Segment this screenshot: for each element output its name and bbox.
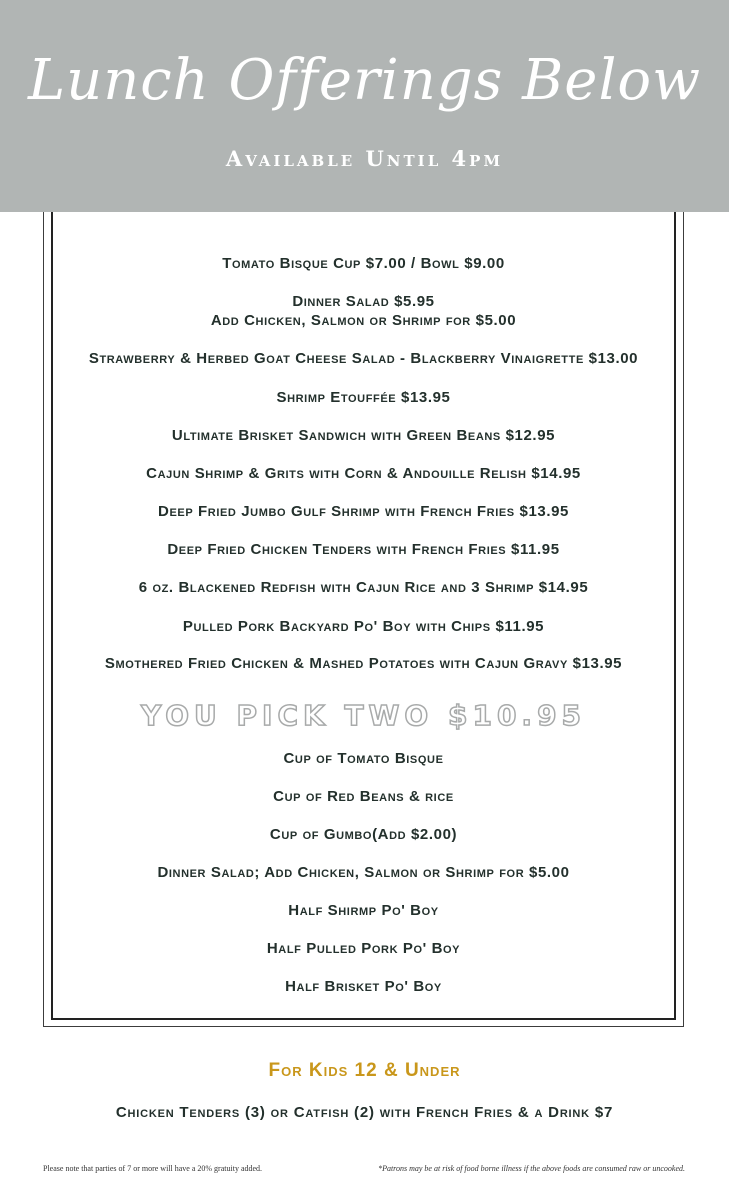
menu-item: Smothered Fried Chicken & Mashed Potatoes with Cajun Gravy $13.95 xyxy=(104,655,623,672)
pick-two-item: Half Pulled Pork Po' Boy xyxy=(266,940,461,957)
pick-two-item: Dinner Salad; Add Chicken, Salmon or Shrimp for $5.00 xyxy=(157,864,570,881)
header-banner xyxy=(0,0,729,212)
menu-item: 6 oz. Blackened Redfish with Cajun Rice and 3 Shrimp $14.95 xyxy=(138,579,589,596)
pick-two-heading: YOU PICK TWO $10.95 xyxy=(140,699,587,732)
food-illness-disclaimer: *Patrons may be at risk of food borne illness if the above foods are consumed raw or uncooked. xyxy=(378,1164,685,1173)
gratuity-note: Please note that parties of 7 or more will have a 20% gratuity added. xyxy=(43,1164,263,1173)
menu-item: Shrimp Etouffée $13.95 xyxy=(276,389,451,406)
menu-item: Tomato Bisque Cup $7.00 / Bowl $9.00 xyxy=(222,255,505,272)
menu-item: Deep Fried Jumbo Gulf Shrimp with French Fries $13.95 xyxy=(158,503,569,520)
kids-menu-item: Chicken Tenders (3) or Catfish (2) with French Fries & a Drink $7 xyxy=(115,1104,614,1121)
pick-two-item: Cup of Red Beans & rice xyxy=(273,788,454,805)
menu-frame-inner xyxy=(51,212,676,1020)
menu-item: Dinner Salad $5.95 xyxy=(292,293,435,310)
pick-two-item: Half Shirmp Po' Boy xyxy=(288,902,439,919)
menu-title: Lunch Offerings Below xyxy=(27,48,702,113)
menu-item: Pulled Pork Backyard Po' Boy with Chips $11.95 xyxy=(182,618,545,635)
availability-subtitle: Available Until 4pm xyxy=(225,146,504,171)
pick-two-item: Cup of Gumbo(Add $2.00) xyxy=(269,826,458,843)
pick-two-item: Cup of Tomato Bisque xyxy=(283,750,444,767)
pick-two-item: Half Brisket Po' Boy xyxy=(285,978,442,995)
menu-item: Strawberry & Herbed Goat Cheese Salad - Blackberry Vinaigrette $13.00 xyxy=(88,350,639,367)
menu-item: Deep Fried Chicken Tenders with French Fries $11.95 xyxy=(167,541,560,558)
menu-item-addon: Add Chicken, Salmon or Shrimp for $5.00 xyxy=(210,312,517,329)
kids-menu-heading: For Kids 12 & Under xyxy=(268,1060,461,1081)
menu-item: Cajun Shrimp & Grits with Corn & Andouille Relish $14.95 xyxy=(146,465,581,482)
menu-item: Ultimate Brisket Sandwich with Green Beans $12.95 xyxy=(171,427,556,444)
